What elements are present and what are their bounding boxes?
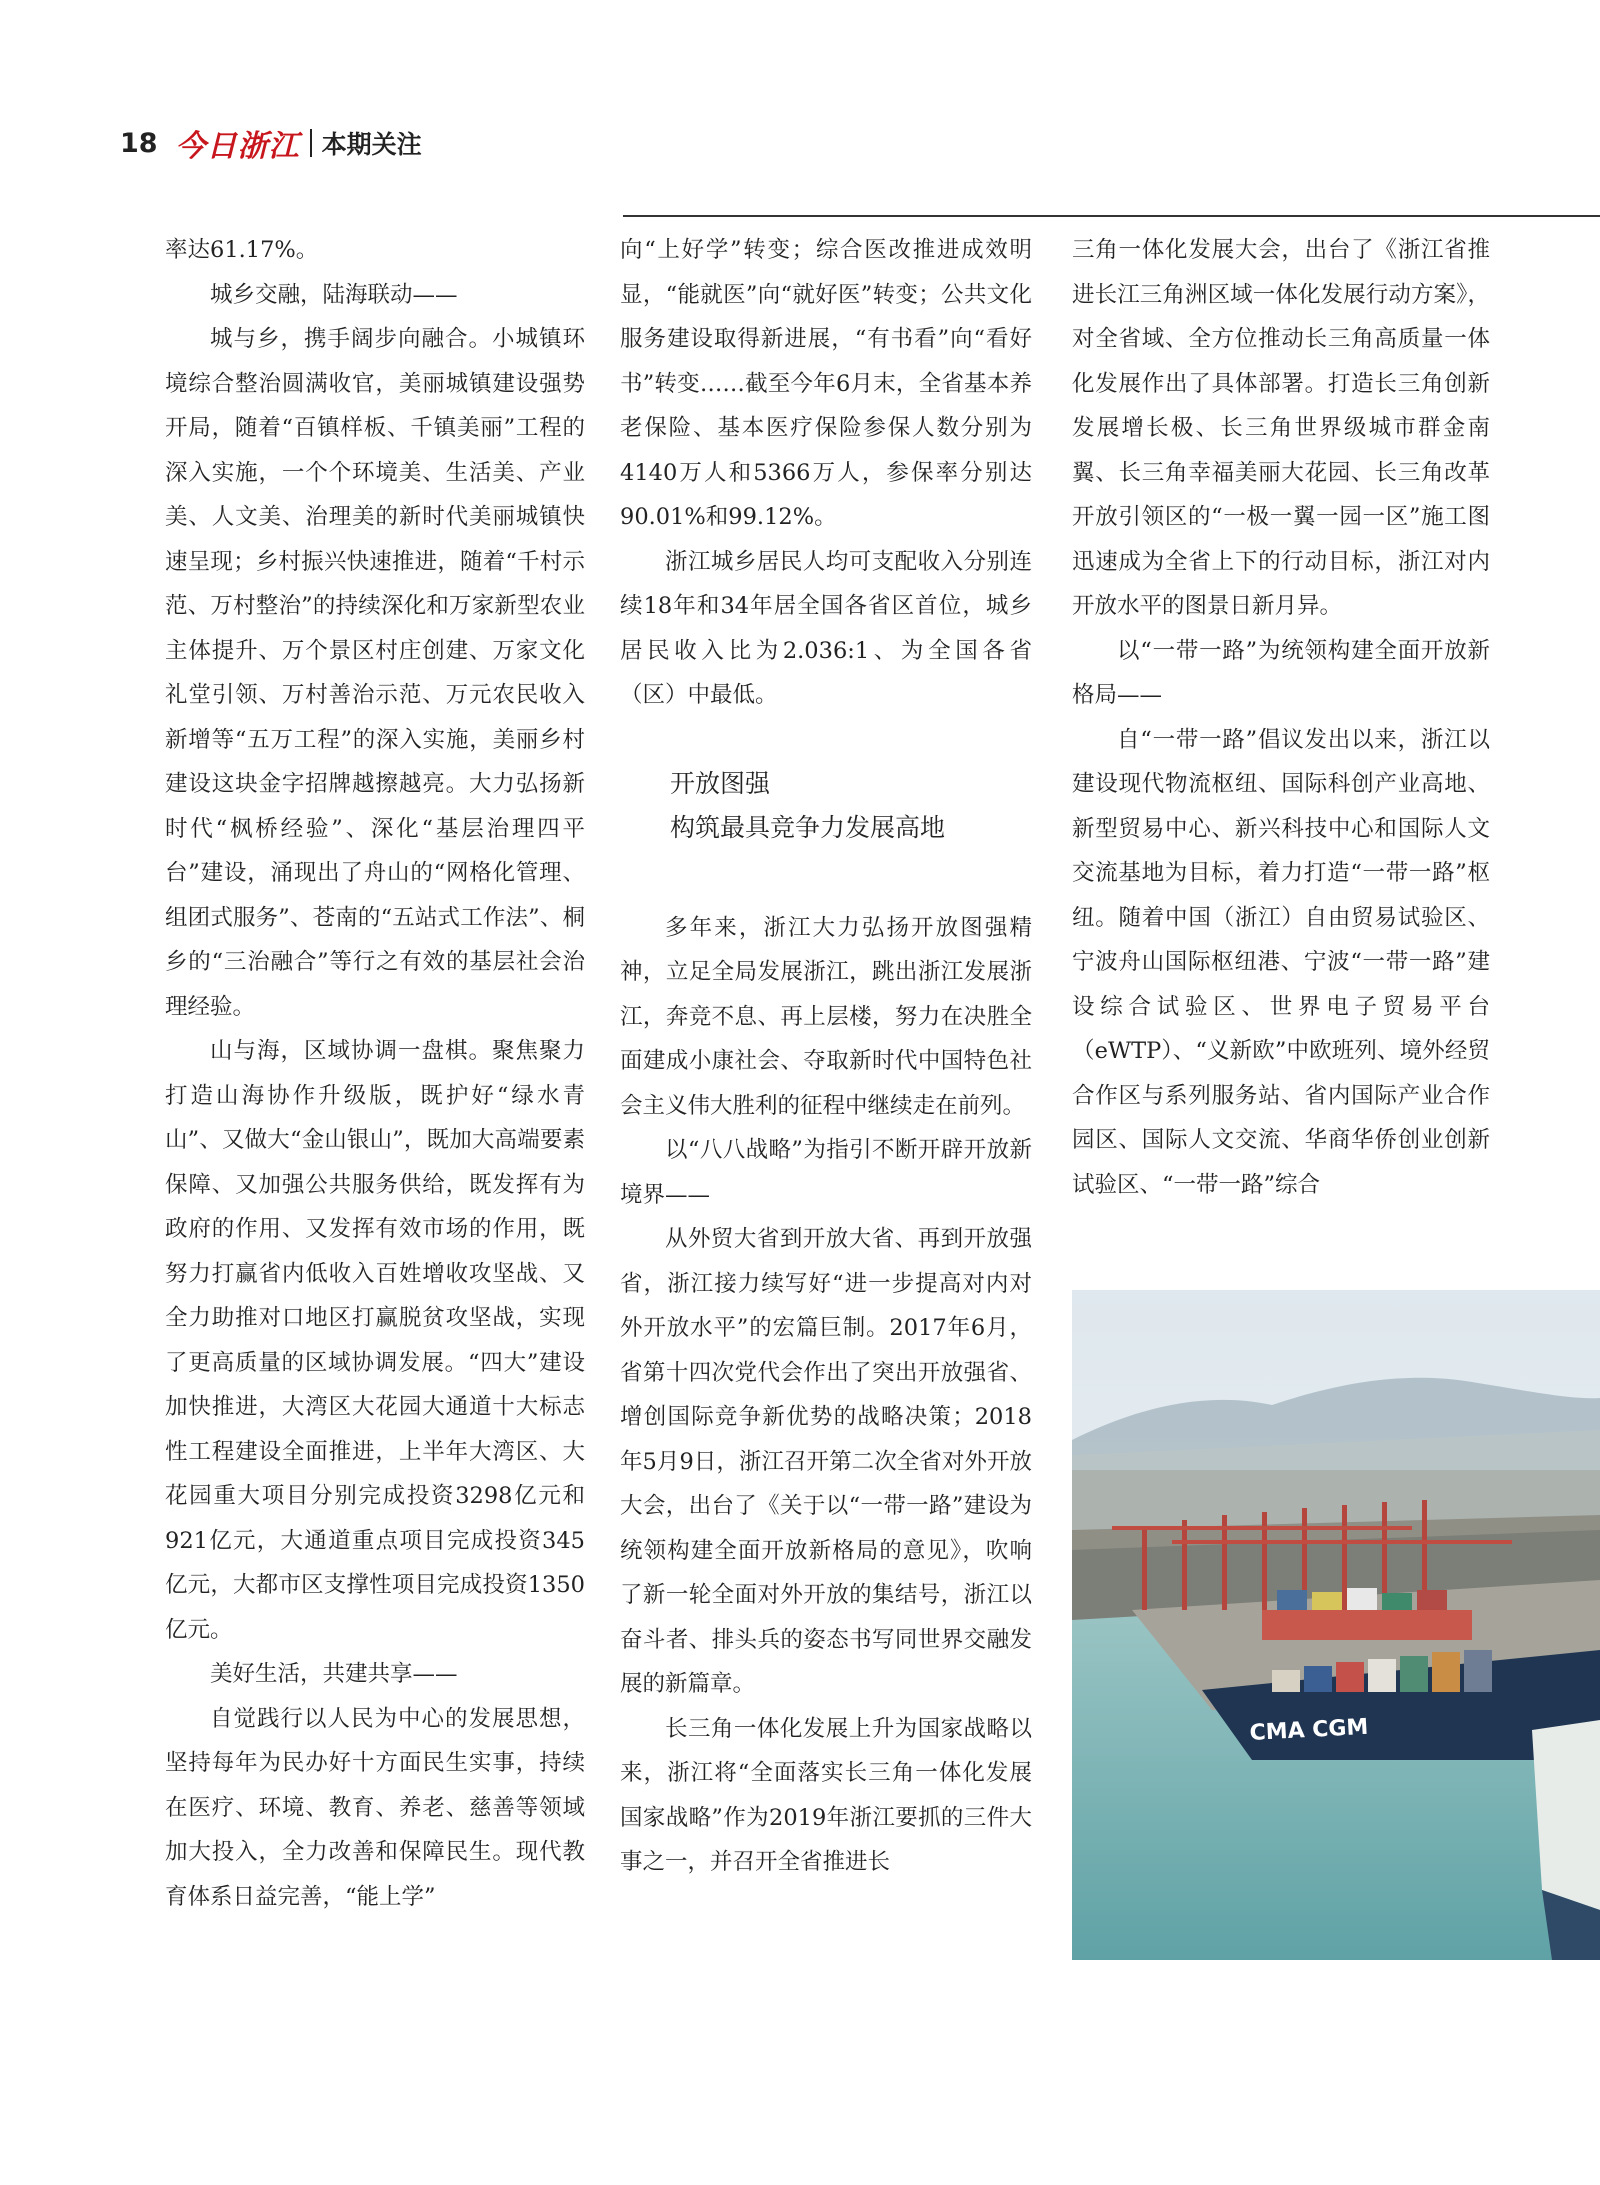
section-title: 本期关注 bbox=[321, 130, 422, 159]
header-divider bbox=[310, 129, 312, 157]
paragraph: 浙江城乡居民人均可支配收入分别连续18年和34年居全国各省区首位，城乡居民收入比为2.036:1、为全国各省（区）中最低。 bbox=[620, 548, 1032, 708]
page-header bbox=[120, 118, 422, 168]
column-1 bbox=[165, 228, 585, 1919]
paragraph: 自觉践行以人民为中心的发展思想，坚持每年为民办好十方面民生实事，持续在医疗、环境、教育、养老、慈善等领域加大投入，全力改善和保障民生。现代教育体系日益完善，“能上学” bbox=[165, 1705, 585, 1910]
paragraph: 城与乡，携手阔步向融合。小城镇环境综合整治圆满收官，美丽城镇建设强势开局，随着“百镇样板、千镇美丽”工程的深入实施，一个个环境美、生活美、产业美、人文美、治理美的新时代美丽城镇快速呈现；乡村振兴快速推进，随着“千村示范、万村整治”的持续深化和万家新型农业主体提升、万个景区村庄创建、万家文化礼堂引领、万村善治示范、万元农民收入新增等“五万工程”的深入实施，美丽乡村建设这块金字招牌越擦越亮。大力弘扬新时代“枫桥经验”、深化“基层治理四平台”建设，涌现出了舟山的“网格化管理、组团式服务”、苍南的“五站式工作法”、桐乡的“三治融合”等行之有效的基层社会治理经验。 bbox=[165, 326, 585, 1020]
paragraph: 自“一带一路”倡议发出以来，浙江以建设现代物流枢纽、国际科创产业高地、新型贸易中心、新兴科技中心和国际人文交流基地为目标，着力打造“一带一路”枢纽。随着中国（浙江）自由贸易试验区、宁波舟山国际枢纽港、宁波“一带一路”建设综合试验区、世界电子贸易平台（eWTP）、“义新欧”中欧班列、境外经贸合作区与系列服务站、省内国际产业合作园区、国际人文交流、华商华侨创业创新试验区、“一带一路”综合 bbox=[1072, 726, 1490, 1198]
column-2 bbox=[620, 228, 1032, 1885]
paragraph: 三角一体化发展大会，出台了《浙江省推进长江三角洲区域一体化发展行动方案》，对全省域、全方位推动长三角高质量一体化发展作出了具体部署。打造长三角创新发展增长极、长三角世界级城市群金南翼、长三角幸福美丽大花园、长三角改革开放引领区的“一极一翼一园一区”施工图迅速成为全省上下的行动目标，浙江对内开放水平的图景日新月异。 bbox=[1072, 237, 1490, 619]
subheading: 以“八八战略”为指引不断开辟开放新境界—— bbox=[620, 1137, 1032, 1208]
paragraph: 率达61.17%。 bbox=[165, 237, 319, 263]
subheading: 以“一带一路”为统领构建全面开放新格局—— bbox=[1072, 637, 1490, 708]
paragraph: 从外贸大省到开放大省、再到开放强省，浙江接力续写好“进一步提高对内对外开放水平”的宏篇巨制。2017年6月，省第十四次党代会作出了突出开放强省、增创国际竞争新优势的战略决策；2018年5月9日，浙江召开第二次全省对外开放大会，出台了《关于以“一带一路”建设为统领构建全面开放新格局的意见》，吹响了新一轮全面对外开放的集结号，浙江以奋斗者、排头兵的姿态书写同世界交融发展的新篇章。 bbox=[620, 1226, 1032, 1697]
magazine-logo: 今日浙江 bbox=[175, 129, 300, 164]
paragraph: 多年来，浙江大力弘扬开放图强精神，立足全局发展浙江，跳出浙江发展浙江，奔竞不息、再上层楼，努力在决胜全面建成小康社会、夺取新时代中国特色社会主义伟大胜利的征程中继续走在前列。 bbox=[620, 914, 1032, 1119]
ship-label: CMA CGM bbox=[1249, 1714, 1369, 1746]
port-photo bbox=[1072, 1290, 1600, 1960]
column-3 bbox=[1072, 228, 1490, 1207]
subheading: 城乡交融，陆海联动—— bbox=[210, 281, 458, 308]
paragraph: 山与海，区域协调一盘棋。聚焦聚力打造山海协作升级版，既护好“绿水青山”、又做大“金山银山”，既加大高端要素保障、又加强公共服务供给，既发挥有为政府的作用、又发挥有效市场的作用，既努力打赢省内低收入百姓增收攻坚战、又全力助推对口地区打赢脱贫攻坚战，实现了更高质量的区域协调发展。“四大”建设加快推进，大湾区大花园大通道十大标志性工程建设全面推进，上半年大湾区、大花园重大项目分别完成投资3298亿元和921亿元，大通道重点项目完成投资345亿元，大都市区支撑性项目完成投资1350亿元。 bbox=[165, 1038, 585, 1643]
header-rule bbox=[623, 215, 1600, 217]
subheading: 美好生活，共建共享—— bbox=[210, 1661, 458, 1687]
paragraph: 向“上好学”转变；综合医改推进成效明显，“能就医”向“就好医”转变；公共文化服务建设取得新进展，“有书看”向“看好书”转变……截至今年6月末，全省基本养老保险、基本医疗保险参保人数分别为4140万人和5366万人，参保率分别达90.01%和99.12%。 bbox=[620, 237, 1032, 530]
paragraph: 长三角一体化发展上升为国家战略以来，浙江将“全面落实长三角一体化发展国家战略”作为2019年浙江要抓的三件大事之一，并召开全省推进长 bbox=[620, 1715, 1032, 1875]
page-number: 18 bbox=[120, 127, 158, 159]
container-port-image bbox=[1072, 1290, 1600, 1960]
section-heading-line2: 构筑最具竞争力发展高地 bbox=[670, 812, 946, 842]
section-heading-line1: 开放图强 bbox=[670, 768, 771, 798]
